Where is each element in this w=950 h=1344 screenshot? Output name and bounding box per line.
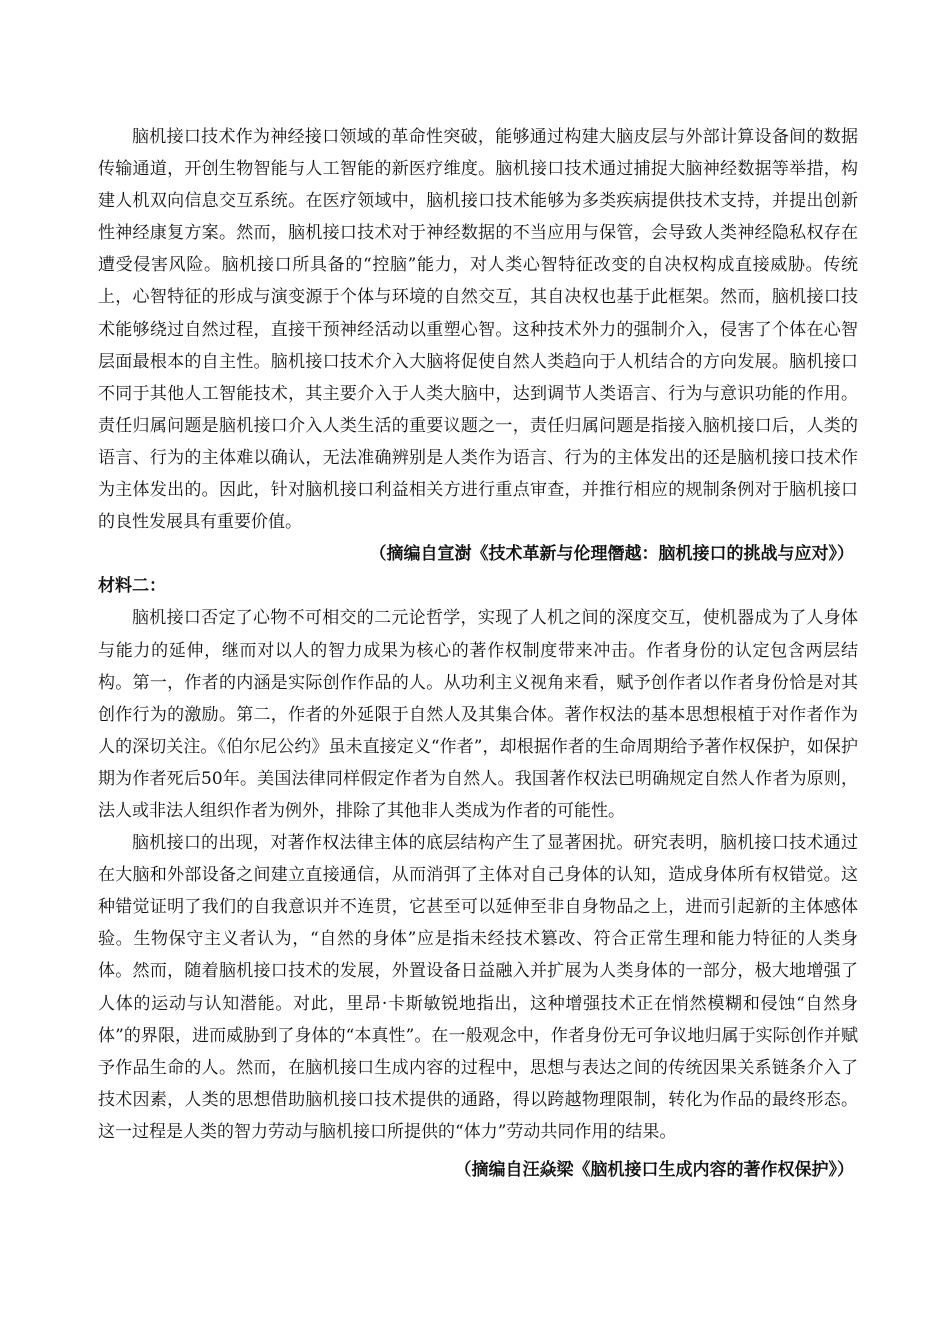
material-one-paragraph: 脑机接口技术作为神经接口领域的革命性突破，能够通过构建大脑皮层与外部计算设备间的数据传输通道，开创生物智能与人工智能的新医疗维度。脑机接口技术通过捕捉大脑神经数据等举措，构建人机双向信息交互系统。在医疗领域中，脑机接口技术能够为多类疾病提供技术支持，并提出创新性神经康复方案。然而，脑机接口技术对于神经数据的不当应用与保管，会导致人类神经隐私权存在遭受侵害风险。脑机接口所具备的“控脑”能力，对人类心智特征改变的自决权构成直接威胁。传统上，心智特征的形成与演变源于个体与环境的自然交互，其自决权也基于此框架。然而，脑机接口技术能够绕过自然过程，直接干预神经活动以重塑心智。这种技术外力的强制介入，侵害了个体在心智层面最根本的自主性。脑机接口技术介入大脑将促使自然人类趋向于人机结合的方向发展。脑机接口不同于其他人工智能技术，其主要介入于人类大脑中，达到调节人类语言、行为与意识功能的作用。责任归属问题是脑机接口介入人类生活的重要议题之一，责任归属问题是指接入脑机接口后，人类的语言、行为的主体难以确认，无法准确辨别是人类作为语言、行为的主体发出的还是脑机接口技术作为主体发出的。因此，针对脑机接口利益相关方进行重点审查，并推行相应的规制条例对于脑机接口的良性发展具有重要价值。 (98, 127, 858, 533)
material-two-paragraph-1: 脑机接口否定了心物不可相交的二元论哲学，实现了人机之间的深度交互，使机器成为了人身体与能力的延伸，继而对以人的智力成果为核心的著作权制度带来冲击。作者身份的认定包含两层结构。第一，作者的内涵是实际创作作品的人。从功利主义视角来看，赋予创作者以作者身份恰是对其创作行为的激励。第二，作者的外延限于自然人及其集合体。著作权法的基本思想根植于对作者作为人的深切关注。《伯尔尼公约》虽未直接定义“作者”，却根据作者的生命周期给予著作权保护，如保护期为作者死后50年。美国法律同样假定作者为自然人。我国著作权法已明确规定自然人作者为原则，法人或非法人组织作者为例外，排除了其他非人类成为作者的可能性。 (98, 608, 858, 821)
material-one-source: （摘编自宣澍《技术革新与伦理僭越：脑机接口的挑战与应对》） (369, 544, 854, 565)
document-page (98, 121, 858, 1186)
material-two-source: （摘编自汪焱梁《脑机接口生成内容的著作权保护》） (454, 1160, 854, 1180)
material-two-paragraph-2: 脑机接口的出现，对著作权法律主体的底层结构产生了显著困扰。研究表明，脑机接口技术通过在大脑和外部设备之间建立直接通信，从而消弭了主体对自己身体的认知，造成身体所有权错觉。这种错觉证明了我们的自我意识并不连贯，它甚至可以延伸至非自身物品之上，进而引起新的主体感体验。生物保守主义者认为，“自然的身体”应是指未经技术篡改、符合正常生理和能力特征的人类身体。然而，随着脑机接口技术的发展，外置设备日益融入并扩展为人类身体的一部分，极大地增强了人体的运动与认知潜能。对此，里昂·卡斯敏锐地指出，这种增强技术正在悄然模糊和侵蚀“自然身体”的界限，进而威胁到了身体的“本真性”。在一般观念中，作者身份无可争议地归属于实际创作并赋予作品生命的人。然而，在脑机接口生成内容的过程中，思想与表达之间的传统因果关系链条介入了技术因素，人类的思想借助脑机接口技术提供的通路，得以跨越物理限制，转化为作品的最终形态。这一过程是人类的智力劳动与脑机接口所提供的“体力”劳动共同作用的结果。 (98, 833, 858, 1142)
material-two-heading: 材料二： (98, 576, 166, 597)
